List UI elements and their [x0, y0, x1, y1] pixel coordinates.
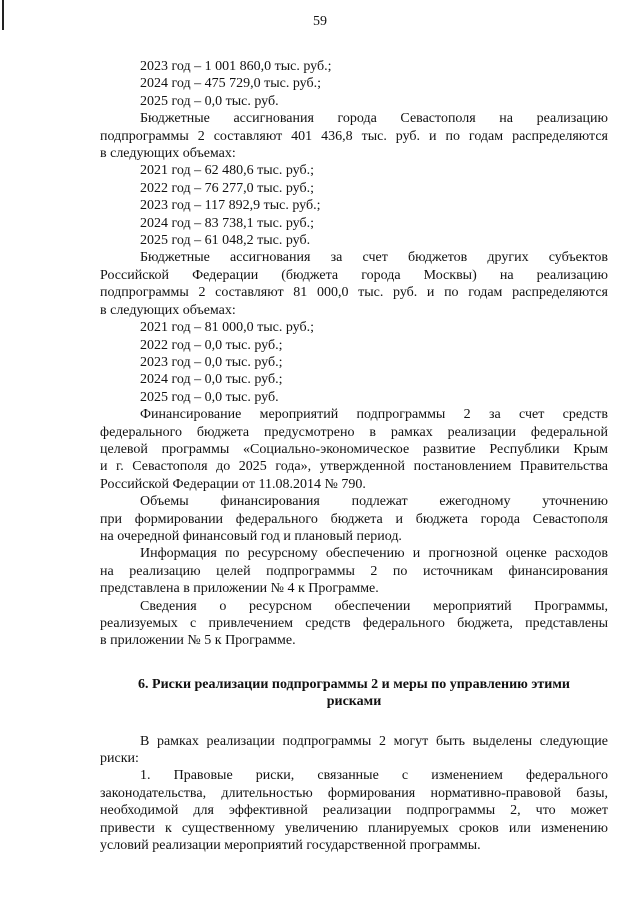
paragraph-line: целевой программы «Социально-экономическое развитие Республики Крым	[100, 441, 608, 457]
paragraph-line: при формировании федерального бюджета и бюджета города Севастополя	[100, 511, 608, 527]
paragraph-line: в следующих объемах:	[100, 146, 236, 162]
paragraph-line: на очередной финансовый год и плановый период.	[100, 528, 402, 544]
paragraph-line: Бюджетные ассигнования города Севастополя на реализацию	[140, 111, 608, 127]
section-heading-line: рисками	[326, 694, 382, 710]
paragraph-line: Информация по ресурсному обеспечению и прогнозной оценке расходов	[140, 546, 608, 562]
page-number: 59	[313, 14, 327, 29]
paragraph-line: и г. Севастополя до 2025 года», утвержденной постановлением Правительства	[100, 459, 608, 475]
funding-line: 2024 год – 475 729,0 тыс. руб.;	[140, 76, 321, 92]
funding-line: 2024 год – 0,0 тыс. руб.;	[140, 372, 283, 388]
funding-line: 2024 год – 83 738,1 тыс. руб.;	[140, 215, 314, 231]
funding-line: 2023 год – 0,0 тыс. руб.;	[140, 354, 283, 370]
funding-line: 2025 год – 0,0 тыс. руб.	[140, 93, 279, 109]
funding-line: 2025 год – 61 048,2 тыс. руб.	[140, 233, 311, 249]
paragraph-risks-intro	[100, 733, 608, 768]
paragraph-line: федерального бюджета предусмотрено в рамках реализации федеральной	[100, 424, 608, 440]
paragraph-line: Российской Федерации от 11.08.2014 № 790.	[100, 476, 366, 492]
paragraph-line: риски:	[100, 751, 139, 767]
paragraph-line: подпрограммы 2 составляют 401 436,8 тыс. руб. и по годам распределяются	[100, 128, 608, 144]
paragraph-line: представлена в приложении № 4 к Программе.	[100, 581, 379, 597]
paragraph-moscow-budget	[100, 249, 608, 319]
funding-line: 2023 год – 1 001 860,0 тыс. руб.;	[140, 59, 332, 74]
paragraph-line: подпрограммы 2 составляют 81 000,0 тыс. руб. и по годам распределяются	[100, 285, 608, 301]
funding-line: 2021 год – 81 000,0 тыс. руб.;	[140, 320, 314, 336]
section-heading-line: 6. Риски реализации подпрограммы 2 и меры по управлению этими	[138, 676, 570, 692]
paragraph-line: законодательства, длительностью формирования нормативно-правовой базы,	[100, 785, 608, 801]
funding-line: 2021 год – 62 480,6 тыс. руб.;	[140, 163, 314, 179]
paragraph-line: на реализацию целей подпрограммы 2 по источникам финансирования	[100, 563, 608, 579]
paragraph-line: реализуемых с привлечением средств федерального бюджета, представлены	[100, 616, 608, 631]
funding-list-moscow	[100, 319, 608, 406]
paragraph-line: Объемы финансирования подлежат ежегодному уточнению	[140, 494, 608, 510]
paragraph-line: Финансирование мероприятий подпрограммы 2 за счет средств	[140, 407, 608, 423]
section-heading	[100, 676, 608, 711]
funding-list-federal-tail	[100, 58, 608, 110]
paragraph-sevastopol-budget	[100, 110, 608, 162]
funding-line: 2022 год – 76 277,0 тыс. руб.;	[140, 180, 314, 196]
paragraph-federal-funding	[100, 406, 608, 493]
paragraph-line: в приложении № 5 к Программе.	[100, 633, 296, 649]
paragraph-line: необходимой для эффективной реализации подпрограммы 2, что может	[100, 803, 608, 819]
paragraph-line: 1. Правовые риски, связанные с изменением федерального	[140, 768, 608, 784]
paragraph-line: условий реализации мероприятий государственной программы.	[100, 838, 481, 854]
paragraph-resource-info	[100, 545, 608, 597]
paragraph-svedeniya	[100, 598, 608, 650]
paragraph-line: Бюджетные ассигнования за счет бюджетов других субъектов	[140, 250, 608, 266]
paragraph-line: Сведения о ресурсном обеспечении мероприятий Программы,	[140, 598, 608, 614]
paragraph-line: привести к существенному увеличению планируемых сроков или изменению	[100, 820, 608, 836]
paragraph-line: в следующих объемах:	[100, 302, 236, 318]
funding-list-sevastopol	[100, 162, 608, 249]
document-body	[100, 58, 608, 854]
paragraph-line: Российской Федерации (бюджета города Москвы) на реализацию	[100, 267, 608, 283]
spacer	[100, 650, 608, 676]
paragraph-legal-risks	[100, 767, 608, 854]
funding-line: 2022 год – 0,0 тыс. руб.;	[140, 337, 283, 353]
spacer	[100, 711, 608, 733]
paragraph-line: В рамках реализации подпрограммы 2 могут быть выделены следующие	[140, 733, 608, 749]
funding-line: 2023 год – 117 892,9 тыс. руб.;	[140, 198, 321, 214]
funding-line: 2025 год – 0,0 тыс. руб.	[140, 389, 279, 405]
paragraph-funding-volumes	[100, 493, 608, 545]
